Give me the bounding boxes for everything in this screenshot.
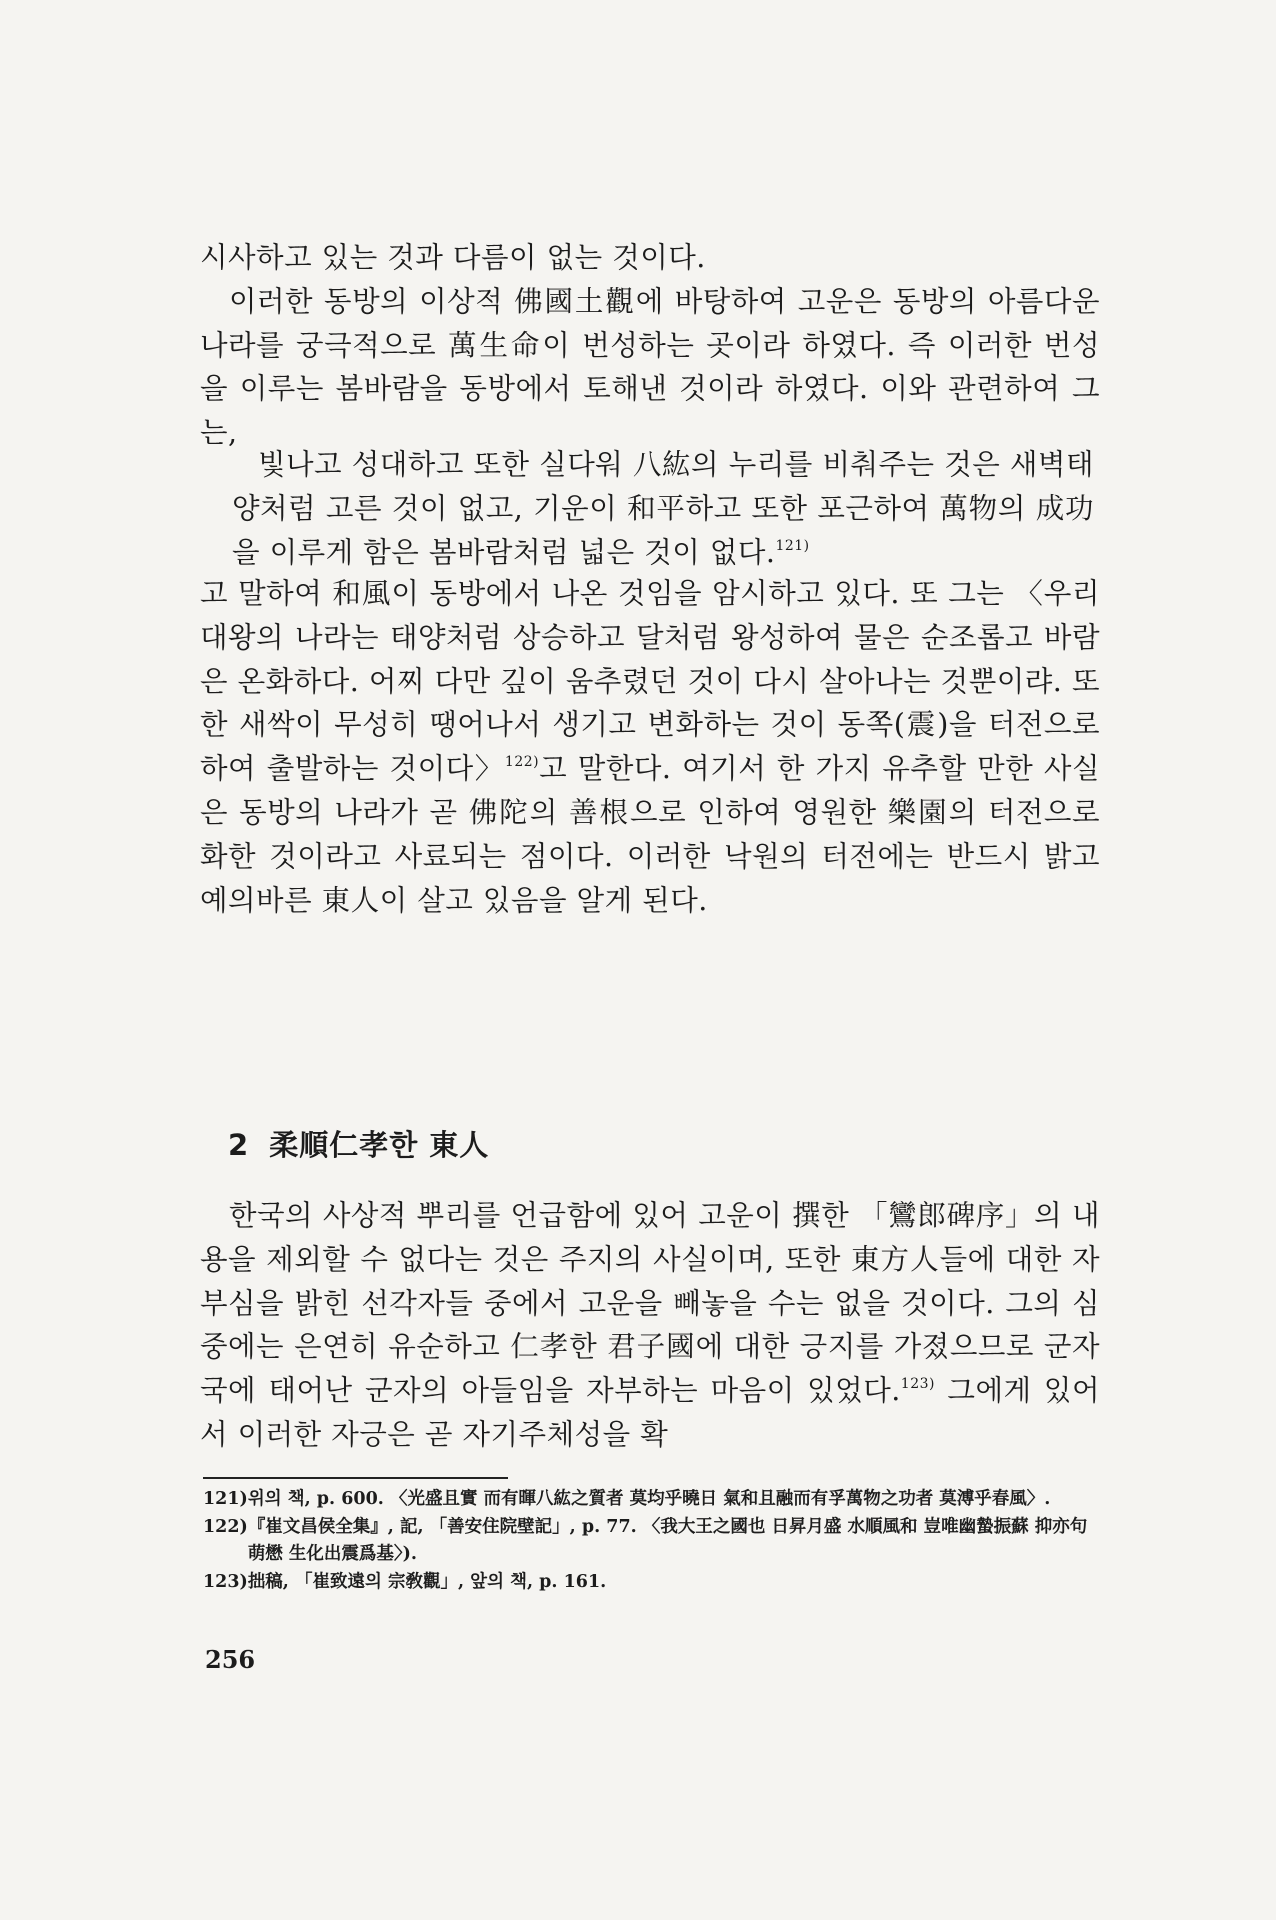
paragraph: 이러한 동방의 이상적 佛國土觀에 바탕하여 고운은 동방의 아름다운 나라를 궁극적으로 萬生命이 번성하는 곳이라 하였다. 즉 이러한 번성을 이루는 봄바람을 동방에서 토해낸 것이라 하였다. 이와 관련하여 그는, — [200, 284, 1100, 450]
paragraph-text: 고 말하여 和風이 동방에서 나온 것임을 암시하고 있다. 또 그는 〈우리 대왕의 나라는 태양처럼 상승하고 달처럼 왕성하여 물은 순조롭고 바람은 온화하다. 어찌 다만 깊이 움추렸던 것이 다시 살아나는 것뿐이랴. 또한 새싹이 무성히 땡어나서 생기고 변화하는 것이 동쪽(震)을 터전으로 하여 출발하는 것이다〉 — [200, 577, 1100, 786]
footnote-text: 위의 책, p. 600. 〈光盛且實 而有暉八紘之質者 莫均乎曉日 氣和且融而有孚萬物之功者 莫溥乎春風〉. — [247, 1489, 1051, 1509]
footnote-122 — [203, 1514, 1099, 1569]
footnote-label: 122) — [203, 1516, 248, 1537]
paragraph-text: 그에게 있어서 이러한 자긍은 곧 자기주체성을 확 — [200, 1374, 1100, 1451]
page-number: 256 — [205, 1645, 256, 1674]
quote-text: 빛나고 성대하고 또한 실다워 八紘의 누리를 비춰주는 것은 새벽태양처럼 고른 것이 없고, 기운이 和平하고 또한 포근하여 萬物의 成功을 이루게 함은 봄바람처럼 넓은 것이 없다. — [232, 448, 1094, 569]
footnote-ref: 122) — [504, 754, 540, 771]
section-number: 2 — [228, 1128, 250, 1162]
body-text-bottom — [200, 1194, 1100, 1457]
paragraph — [200, 1194, 1100, 1457]
paragraph-continued: 시사하고 있는 것과 다름이 없는 것이다. — [200, 241, 706, 274]
footnote-ref: 121) — [775, 537, 810, 554]
footnote-text: 『崔文昌侯全集』, 記, 「善安住院壁記」, p. 77. 〈我大王之國也 日昇月盛 水順風和 豈唯幽蟄振蘇 抑亦句萌懋 生化出震爲基〉). — [247, 1516, 1088, 1564]
footnote-label: 123) — [203, 1571, 248, 1592]
section-heading — [228, 1123, 489, 1164]
paragraph-text: 한국의 사상적 뿌리를 언급함에 있어 고운이 撰한 「鸞郎碑序」의 내용을 제외할 수 없다는 것은 주지의 사실이며, 또한 東方人들에 대한 자부심을 밝힌 선각자들 중에서 고운을 빼놓을 수는 없을 것이다. 그의 심중에는 은연히 유순하고 仁孝한 君子國에 대한 긍지를 가졌으므로 군자국에 태어난 군자의 아들임을 자부하는 마음이 있었다. — [200, 1199, 1100, 1408]
footnote-ref: 123) — [900, 1376, 935, 1393]
footnote-text: 拙稿, 「崔致遠의 宗敎觀」, 앞의 책, p. 161. — [247, 1571, 607, 1592]
paragraph — [200, 572, 1100, 922]
section-title: 柔順仁孝한 東人 — [269, 1128, 490, 1162]
body-text-top — [200, 236, 1100, 455]
footnote-123 — [203, 1569, 1099, 1597]
footnotes — [203, 1486, 1099, 1596]
quote-paragraph — [232, 443, 1094, 574]
footnote-121 — [203, 1486, 1099, 1514]
block-quote — [232, 443, 1094, 574]
footnote-divider — [203, 1477, 508, 1479]
body-text-middle — [200, 572, 1100, 922]
paragraph-text: 고 말한다. 여기서 한 가지 유추할 만한 사실은 동방의 나라가 곧 佛陀의 善根으로 인하여 영원한 樂園의 터전으로 화한 것이라고 사료되는 점이다. 이러한 낙원의 터전에는 반드시 밝고 예의바른 東人이 살고 있음을 알게 된다. — [200, 752, 1100, 917]
footnote-label: 121) — [203, 1489, 248, 1509]
